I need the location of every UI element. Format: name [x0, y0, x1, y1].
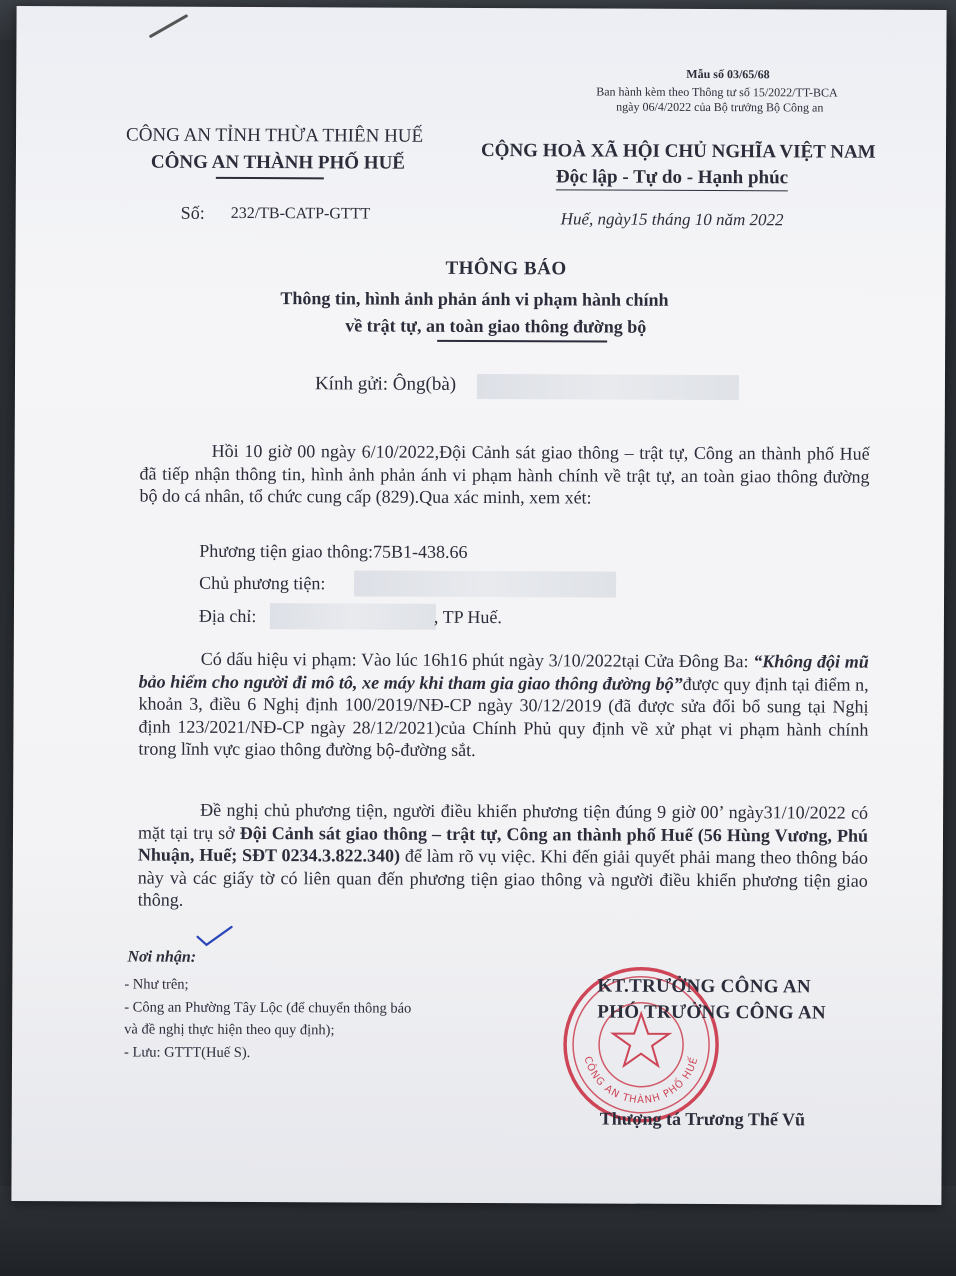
vehicle-plate: Phương tiện giao thông:75B1-438.66 — [199, 540, 468, 562]
agency-parent: CÔNG AN TỈNH THỪA THIÊN HUẾ — [126, 124, 424, 147]
form-number: Mẫu số 03/65/68 — [686, 66, 770, 82]
republic-title: CỘNG HOÀ XÃ HỘI CHỦ NGHĨA VIỆT NAM — [480, 140, 876, 163]
subtitle-underline — [437, 340, 607, 342]
agency-underline — [216, 177, 324, 179]
doc-title: THÔNG BÁO — [445, 257, 567, 280]
paragraph-violation — [138, 648, 868, 764]
redacted-recipient-name — [477, 374, 739, 400]
violation-rest: được quy định tại điểm n, khoản 3, điều 6 Nghị định 100/2019/NĐ-CP ngày 30/12/2019 (đã được sửa đổi bổ sung tại Nghị định 123/2021/NĐ-CP ngày 28/12/2021)của Chính Phủ quy định về xử phạt vi phạm hành chính trong lĩnh vực giao thông đường bộ-đường sắt. — [138, 673, 869, 760]
pen-mark — [149, 14, 189, 38]
owner-label: Chủ phương tiện: — [199, 572, 326, 594]
paragraph-receipt: Hồi 10 giờ 00 ngày 6/10/2022,Đội Cảnh sát giao thông – trật tự, Công an thành phố Huế đã tiếp nhận thông tin, hình ảnh phản ánh vi phạm hành chính về trật tự, an toàn giao thông đường bộ do cá nhân, tổ chức cung cấp (829).Qua xác minh, xem xét: — [139, 440, 870, 508]
request-bold: Đội Cảnh sát giao thông – trật tự, Công an thành phố Huế (56 Hùng Vương, Phú Nhuận, Huế; SĐT 0234.3.822.340) — [137, 822, 869, 866]
recipient-item: - Như trên; — [124, 976, 189, 993]
signer-name: Thượng tá Trương Thế Vũ — [599, 1108, 806, 1130]
document-page — [11, 6, 946, 1205]
address-label: Địa chỉ: — [198, 605, 257, 627]
redacted-address — [270, 603, 436, 630]
paragraph-request — [138, 799, 868, 915]
form-issued-line2: ngày 06/4/2022 của Bộ trưởng Bộ Công an — [616, 99, 824, 115]
violation-quote: “Không đội mũ bảo hiểm cho người đi mô tô, xe máy khi tham gia giao thông đường bộ” — [138, 651, 869, 694]
agency-name: CÔNG AN THÀNH PHỐ HUẾ — [150, 151, 406, 174]
doc-number-label: Số: — [180, 202, 205, 223]
doc-number: 232/TB-CATP-GTTT — [230, 204, 371, 223]
doc-subtitle-line1: Thông tin, hình ảnh phản ánh vi phạm hành chính — [280, 288, 669, 310]
request-part-b: để làm rõ vụ việc. Khi đến giải quyết phải mang theo thông báo này và các giấy tờ có liên quan đến phương tiện giao thông và người điều khiển phương tiện giao thông. — [137, 845, 868, 910]
request-part-a: Đề nghị chủ phương tiện, người điều khiển phương tiện đúng 9 giờ 00’ ngày31/10/2022 có mặt tại trụ sở — [137, 799, 869, 843]
address-city: , TP Huế. — [433, 606, 503, 628]
recipient-item: và đề nghị thực hiện theo quy định); — [124, 1021, 335, 1039]
signature-title-line2: PHÓ TRƯỞNG CÔNG AN — [597, 1001, 826, 1024]
violation-intro: Có dấu hiệu vi phạm: Vào lúc 16h16 phút ngày 3/10/2022tại Cửa Đông Ba: — [200, 648, 749, 672]
form-issued-line1: Ban hành kèm theo Thông tư số 15/2022/TT-BCA — [596, 84, 838, 100]
doc-subtitle-line2: về trật tự, an toàn giao thông đường bộ — [345, 315, 647, 337]
signature-title-line1: KT.TRƯỞNG CÔNG AN — [597, 975, 811, 998]
recipient-item: - Lưu: GTTT(Huế S). — [124, 1044, 251, 1062]
place-date: Huế, ngày15 tháng 10 năm 2022 — [560, 209, 784, 230]
recipients-heading: Nơi nhận: — [127, 948, 197, 966]
checkmark-icon — [195, 925, 235, 947]
greeting: Kính gửi: Ông(bà) — [314, 373, 457, 395]
redacted-owner — [354, 570, 616, 597]
seal-text: CÔNG AN THÀNH PHỐ HUẾ — [581, 1055, 701, 1106]
recipient-item: - Công an Phường Tây Lộc (để chuyển thông báo — [124, 999, 412, 1017]
national-motto: Độc lập - Tự do - Hạnh phúc — [556, 166, 788, 191]
